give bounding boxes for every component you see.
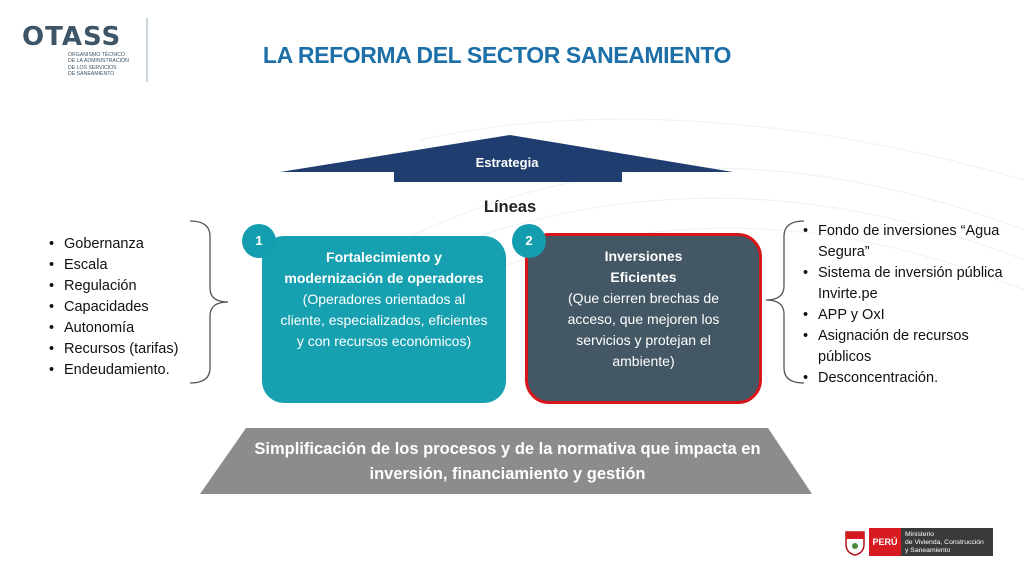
logo-subtitle [68,52,148,78]
left-bullet-list [46,234,178,381]
lines-heading: Líneas [483,198,537,216]
list-item: • Capacidades [46,297,178,318]
box-title: Inversiones [604,248,683,264]
box-title: Fortalecimiento y modernización de operadores [284,249,484,286]
logo-subtitle-line: DE SANEAMIENTO [68,71,115,78]
base-text: Simplificación de los procesos y de la normativa que impacta en inversión, financiamiento y gestión [254,440,761,483]
otass-logo: OTASS [22,22,122,52]
list-item: • APP y OxI [800,305,1005,326]
logo-subtitle-line: ORGANISMO TÉCNICO [68,52,125,58]
box-body: (Operadores orientados al cliente, especializados, eficientes y con recursos económicos) [280,291,488,349]
logo-subtitle-line: DE LA ADMINISTRACIÓN [68,58,129,65]
peru-coat-of-arms-icon [843,528,867,556]
list-item: • Fondo de inversiones “Agua Segura” [800,221,1005,263]
line-box-investments [525,233,762,404]
list-item: • Sistema de inversión pública Invirte.pe [800,263,1005,305]
logo-divider [146,18,148,82]
list-item: • Gobernanza [46,234,178,255]
list-item: • Escala [46,255,178,276]
slide-title: LA REFORMA DEL SECTOR SANEAMIENTO [262,42,732,68]
list-item: • Asignación de recursos públicos [800,326,1005,368]
number-badge: 2 [512,224,546,258]
list-item: • Endeudamiento. [46,360,178,381]
box-title: Eficientes [610,269,677,285]
logo-subtitle-line: DE LOS SERVICIOS [68,64,117,71]
list-item: • Recursos (tarifas) [46,339,178,360]
ministry-line: y Saneamiento [905,547,951,554]
left-brace-icon [188,218,232,388]
list-item: • Desconcentración. [800,368,1005,389]
line-box-operators [262,236,506,403]
box-body: (Que cierren brechas de acceso, que mejoren los servicios y protejan el ambiente) [567,290,720,369]
number-badge: 1 [242,224,276,258]
roof-label: Estrategia [475,155,539,170]
list-item: • Autonomía [46,318,178,339]
ministry-label [901,528,993,556]
list-item: • Regulación [46,276,178,297]
ministry-line: Ministerio [905,531,935,538]
ministry-line: de Vivienda, Construcción [905,539,984,546]
peru-label: PERÚ [869,528,901,556]
right-bullet-list [800,221,1005,389]
